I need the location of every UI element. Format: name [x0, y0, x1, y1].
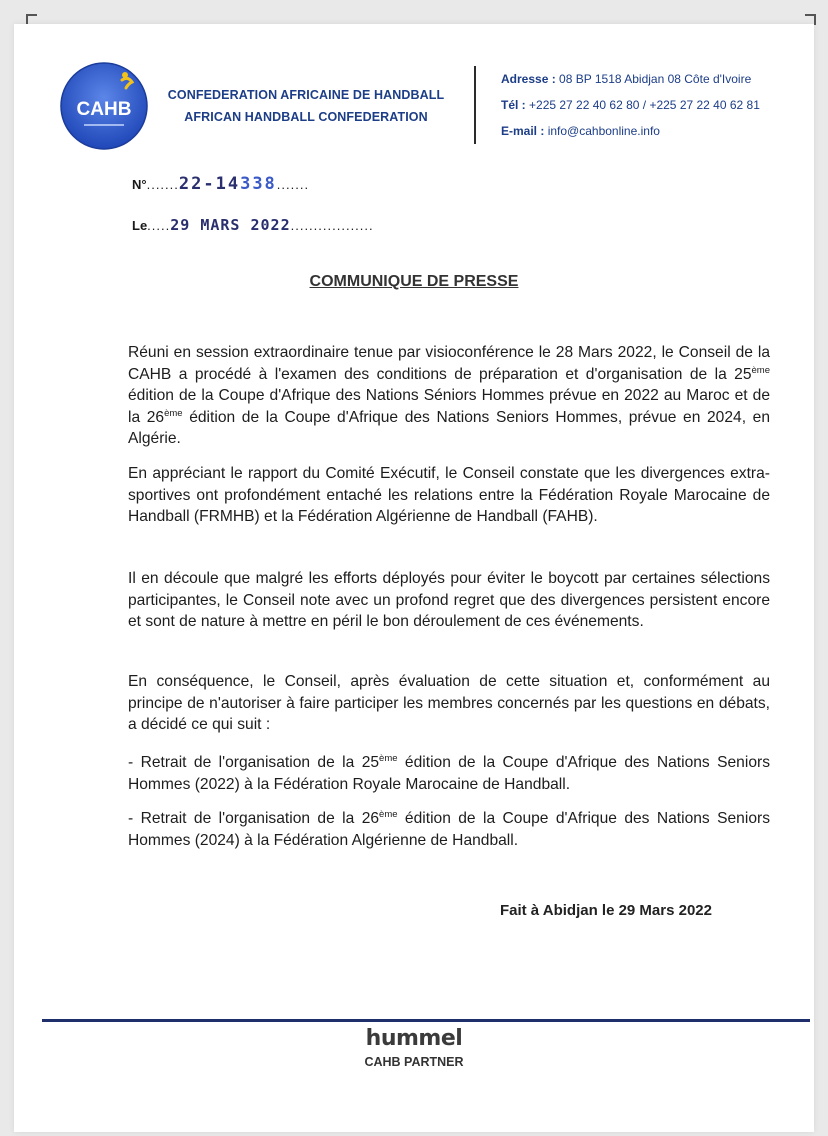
decision-item-algeria: - Retrait de l'organisation de la 26ème édition de la Coupe d'Afrique des Nations Seniors Hommes (2024) à la Fédération Algérienne de Handball. — [128, 808, 770, 849]
paragraph-report: En appréciant le rapport du Comité Exécutif, le Conseil constate que les divergences extra-sportives ont profondément entaché les relations entre la Fédération Royale Marocaine de Handball (FRMHB) et la Fédération Algérienne de Handball (FAHB). — [128, 465, 770, 525]
address-value: 08 BP 1518 Abidjan 08 Côte d'Ivoire — [559, 72, 752, 86]
reference-date: Le.....29 MARS 2022.................. — [132, 216, 374, 234]
org-name-en: AFRICAN HANDBALL CONFEDERATION — [184, 110, 428, 124]
contact-block — [501, 66, 760, 144]
address-line: Adresse : 08 BP 1518 Abidjan 08 Côte d'Ivoire — [501, 72, 752, 86]
tel-line: Tél : +225 27 22 40 62 80 / +225 27 22 40 62 81 — [501, 98, 760, 112]
paragraph-boycott: Il en découle que malgré les efforts déployés pour éviter le boycott par certaines sélections participantes, le Conseil note avec un profond regret que des divergences persistent encore et sont de nature à mettre en péril le bon déroulement de ces événements. — [128, 570, 770, 630]
org-names — [156, 84, 456, 128]
header-divider — [474, 66, 476, 144]
reference-number-stamp: 338 — [240, 174, 277, 194]
reference-number-handwritten: 22-14 — [178, 174, 241, 194]
hummel-logo: hummel — [365, 1026, 463, 1051]
reference-date-handwritten: 29 MARS 2022 — [170, 216, 291, 234]
document-page — [14, 24, 814, 1132]
partner-label: CAHB PARTNER — [364, 1055, 464, 1069]
decision-item-morocco: - Retrait de l'organisation de la 25ème édition de la Coupe d'Afrique des Nations Seniors Hommes (2022) à la Fédération Royale Marocaine de Handball. — [128, 752, 770, 793]
footer-rule — [42, 1019, 810, 1022]
page-title: COMMUNIQUE DE PRESSE — [309, 273, 519, 290]
signoff: Fait à Abidjan le 29 Mars 2022 — [499, 902, 712, 919]
email-value[interactable]: info@cahbonline.info — [547, 124, 660, 138]
cahb-logo — [58, 60, 150, 152]
reference-number: N°.......22-14338....... — [132, 174, 310, 194]
email-line: E-mail : info@cahbonline.info — [501, 124, 660, 138]
paragraph-decision: En conséquence, le Conseil, après évaluation de cette situation et, conformément au principe de n'autoriser à faire participer les membres concernés par les questions en débats, a décidé ce qui suit : — [128, 673, 770, 733]
paragraph-session: Réuni en session extraordinaire tenue par visioconférence le 28 Mars 2022, le Conseil de la CAHB a procédé à l'examen des conditions de préparation et d'organisation de la 25ème édition de la Coupe d'Afrique des Nations Séniors Hommes prévue en 2022 au Maroc et de la 26ème édition de la Coupe d'Afrique des Nations Seniors Hommes, prévue en 2024, en Algérie. — [128, 344, 770, 447]
tel-value: +225 27 22 40 62 80 / +225 27 22 40 62 81 — [529, 98, 760, 112]
org-name-fr: CONFEDERATION AFRICAINE DE HANDBALL — [167, 88, 445, 102]
logo-text: CAHB — [76, 99, 132, 120]
